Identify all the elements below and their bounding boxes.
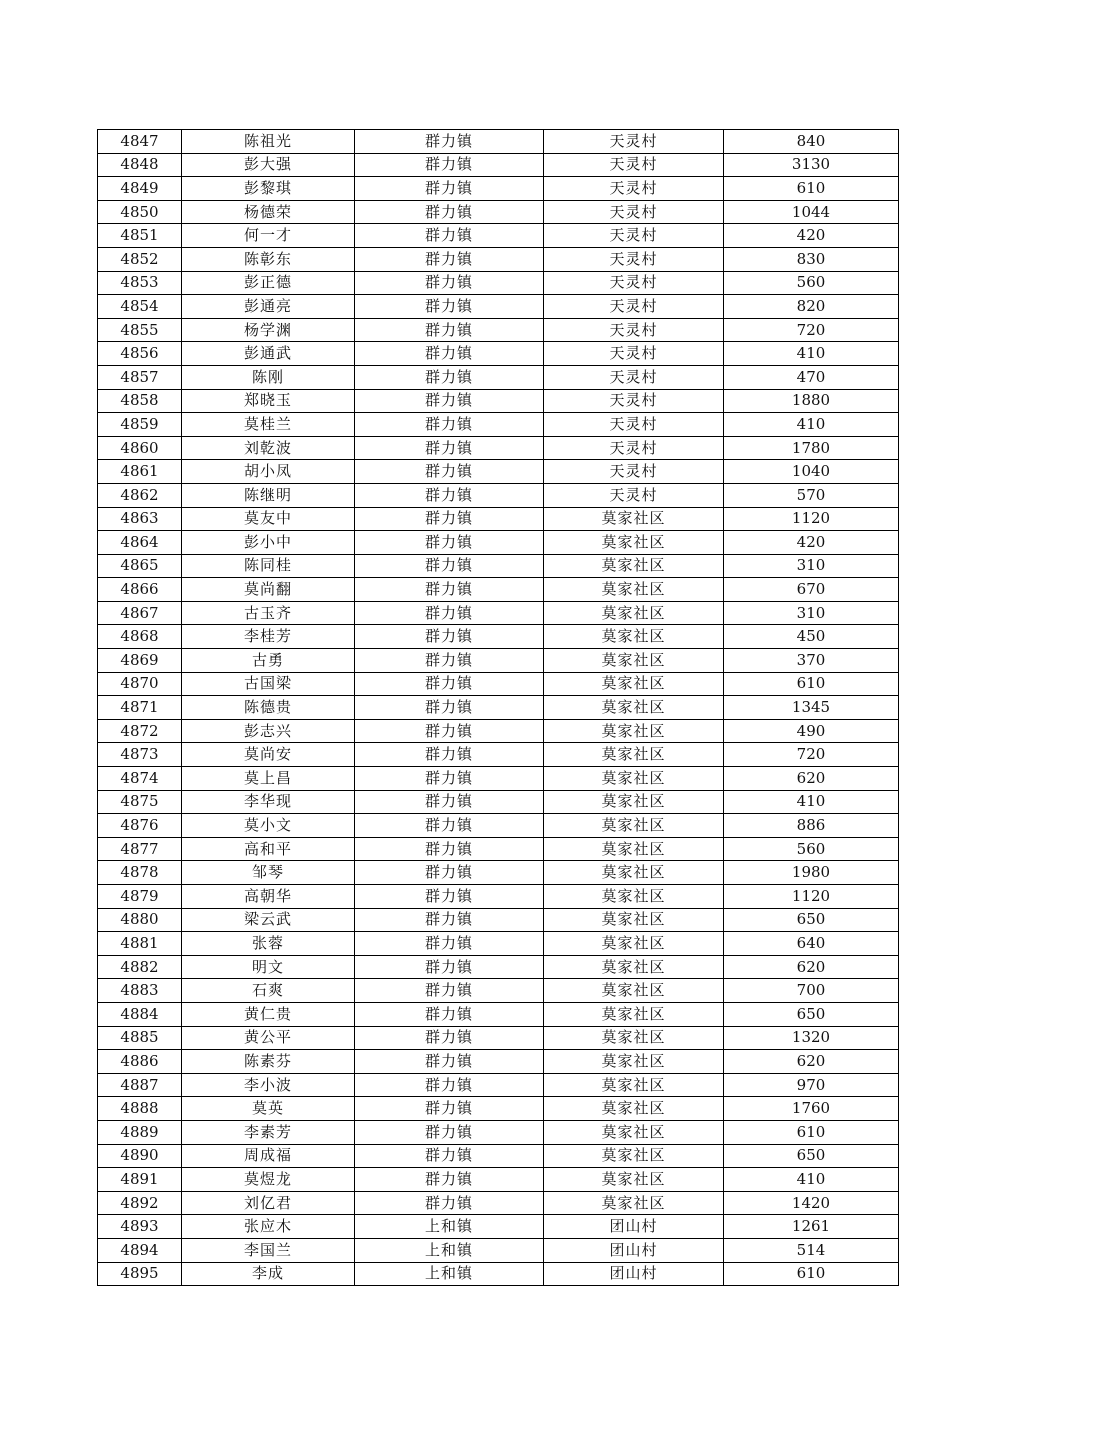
village-cell: 莫家社区 [544, 979, 724, 1003]
town-cell: 群力镇 [355, 1120, 544, 1144]
town-cell: 群力镇 [355, 413, 544, 437]
table-row [98, 365, 899, 389]
row-number-cell: 4885 [98, 1026, 182, 1050]
amount-cell: 1320 [724, 1026, 899, 1050]
village-cell: 莫家社区 [544, 1120, 724, 1144]
name-cell: 李华现 [182, 790, 355, 814]
town-cell: 群力镇 [355, 979, 544, 1003]
name-cell: 陈刚 [182, 365, 355, 389]
row-number-cell: 4870 [98, 672, 182, 696]
name-cell: 张蓉 [182, 932, 355, 956]
table-row [98, 1002, 899, 1026]
amount-cell: 650 [724, 1002, 899, 1026]
name-cell: 古勇 [182, 649, 355, 673]
village-cell: 团山村 [544, 1238, 724, 1262]
name-cell: 明文 [182, 955, 355, 979]
village-cell: 莫家社区 [544, 837, 724, 861]
town-cell: 上和镇 [355, 1215, 544, 1239]
name-cell: 黄仁贵 [182, 1002, 355, 1026]
row-number-cell: 4852 [98, 247, 182, 271]
table-row [98, 790, 899, 814]
row-number-cell: 4860 [98, 436, 182, 460]
amount-cell: 1120 [724, 885, 899, 909]
village-cell: 天灵村 [544, 318, 724, 342]
town-cell: 群力镇 [355, 719, 544, 743]
town-cell: 群力镇 [355, 932, 544, 956]
amount-cell: 700 [724, 979, 899, 1003]
name-cell: 莫英 [182, 1097, 355, 1121]
village-cell: 天灵村 [544, 295, 724, 319]
table-row [98, 672, 899, 696]
town-cell: 群力镇 [355, 177, 544, 201]
name-cell: 彭大强 [182, 153, 355, 177]
row-number-cell: 4883 [98, 979, 182, 1003]
amount-cell: 420 [724, 224, 899, 248]
table-row [98, 460, 899, 484]
name-cell: 周成福 [182, 1144, 355, 1168]
amount-cell: 560 [724, 271, 899, 295]
village-cell: 莫家社区 [544, 601, 724, 625]
name-cell: 邹琴 [182, 861, 355, 885]
name-cell: 陈彰东 [182, 247, 355, 271]
village-cell: 莫家社区 [544, 1144, 724, 1168]
town-cell: 上和镇 [355, 1238, 544, 1262]
row-number-cell: 4859 [98, 413, 182, 437]
village-cell: 莫家社区 [544, 578, 724, 602]
village-cell: 天灵村 [544, 365, 724, 389]
town-cell: 群力镇 [355, 483, 544, 507]
row-number-cell: 4875 [98, 790, 182, 814]
name-cell: 何一才 [182, 224, 355, 248]
amount-cell: 610 [724, 1120, 899, 1144]
town-cell: 群力镇 [355, 672, 544, 696]
row-number-cell: 4880 [98, 908, 182, 932]
table-row [98, 342, 899, 366]
amount-cell: 620 [724, 955, 899, 979]
row-number-cell: 4855 [98, 318, 182, 342]
amount-cell: 1345 [724, 696, 899, 720]
town-cell: 群力镇 [355, 1050, 544, 1074]
town-cell: 上和镇 [355, 1262, 544, 1286]
amount-cell: 560 [724, 837, 899, 861]
amount-cell: 3130 [724, 153, 899, 177]
table-row [98, 601, 899, 625]
village-cell: 天灵村 [544, 153, 724, 177]
village-cell: 团山村 [544, 1215, 724, 1239]
name-cell: 李小波 [182, 1073, 355, 1097]
name-cell: 胡小凤 [182, 460, 355, 484]
amount-cell: 840 [724, 130, 899, 154]
row-number-cell: 4869 [98, 649, 182, 673]
row-number-cell: 4847 [98, 130, 182, 154]
table-row [98, 224, 899, 248]
village-cell: 莫家社区 [544, 719, 724, 743]
amount-cell: 410 [724, 1168, 899, 1192]
name-cell: 高朝华 [182, 885, 355, 909]
town-cell: 群力镇 [355, 743, 544, 767]
table-row [98, 767, 899, 791]
row-number-cell: 4867 [98, 601, 182, 625]
amount-cell: 670 [724, 578, 899, 602]
name-cell: 李素芳 [182, 1120, 355, 1144]
name-cell: 彭通武 [182, 342, 355, 366]
table-row [98, 578, 899, 602]
town-cell: 群力镇 [355, 1097, 544, 1121]
name-cell: 郑晓玉 [182, 389, 355, 413]
table-row [98, 1168, 899, 1192]
village-cell: 天灵村 [544, 200, 724, 224]
row-number-cell: 4873 [98, 743, 182, 767]
name-cell: 莫煜龙 [182, 1168, 355, 1192]
amount-cell: 1420 [724, 1191, 899, 1215]
amount-cell: 1780 [724, 436, 899, 460]
name-cell: 黄公平 [182, 1026, 355, 1050]
village-cell: 莫家社区 [544, 861, 724, 885]
name-cell: 刘乾波 [182, 436, 355, 460]
name-cell: 莫尚安 [182, 743, 355, 767]
amount-cell: 610 [724, 1262, 899, 1286]
town-cell: 群力镇 [355, 767, 544, 791]
amount-cell: 450 [724, 625, 899, 649]
amount-cell: 410 [724, 342, 899, 366]
town-cell: 群力镇 [355, 342, 544, 366]
town-cell: 群力镇 [355, 1144, 544, 1168]
amount-cell: 640 [724, 932, 899, 956]
name-cell: 杨德荣 [182, 200, 355, 224]
name-cell: 彭通亮 [182, 295, 355, 319]
amount-cell: 1980 [724, 861, 899, 885]
row-number-cell: 4874 [98, 767, 182, 791]
table-row [98, 1238, 899, 1262]
village-cell: 莫家社区 [544, 672, 724, 696]
row-number-cell: 4865 [98, 554, 182, 578]
village-cell: 莫家社区 [544, 885, 724, 909]
row-number-cell: 4886 [98, 1050, 182, 1074]
data-table [97, 129, 899, 1286]
table-row [98, 1262, 899, 1286]
town-cell: 群力镇 [355, 790, 544, 814]
table-row [98, 885, 899, 909]
name-cell: 陈德贵 [182, 696, 355, 720]
name-cell: 莫小文 [182, 814, 355, 838]
amount-cell: 514 [724, 1238, 899, 1262]
name-cell: 莫友中 [182, 507, 355, 531]
village-cell: 莫家社区 [544, 908, 724, 932]
village-cell: 天灵村 [544, 177, 724, 201]
village-cell: 天灵村 [544, 130, 724, 154]
village-cell: 天灵村 [544, 389, 724, 413]
town-cell: 群力镇 [355, 554, 544, 578]
row-number-cell: 4893 [98, 1215, 182, 1239]
name-cell: 杨学渊 [182, 318, 355, 342]
table-body [98, 130, 899, 1286]
amount-cell: 1880 [724, 389, 899, 413]
name-cell: 陈祖光 [182, 130, 355, 154]
row-number-cell: 4879 [98, 885, 182, 909]
row-number-cell: 4881 [98, 932, 182, 956]
village-cell: 莫家社区 [544, 554, 724, 578]
table-row [98, 908, 899, 932]
town-cell: 群力镇 [355, 861, 544, 885]
name-cell: 陈素芬 [182, 1050, 355, 1074]
name-cell: 李成 [182, 1262, 355, 1286]
table-row [98, 130, 899, 154]
village-cell: 天灵村 [544, 460, 724, 484]
row-number-cell: 4868 [98, 625, 182, 649]
amount-cell: 1261 [724, 1215, 899, 1239]
village-cell: 莫家社区 [544, 625, 724, 649]
table-row [98, 1026, 899, 1050]
row-number-cell: 4851 [98, 224, 182, 248]
village-cell: 莫家社区 [544, 932, 724, 956]
table-row [98, 743, 899, 767]
table-row [98, 436, 899, 460]
row-number-cell: 4877 [98, 837, 182, 861]
village-cell: 天灵村 [544, 342, 724, 366]
town-cell: 群力镇 [355, 247, 544, 271]
row-number-cell: 4895 [98, 1262, 182, 1286]
amount-cell: 310 [724, 554, 899, 578]
town-cell: 群力镇 [355, 1073, 544, 1097]
row-number-cell: 4878 [98, 861, 182, 885]
amount-cell: 1040 [724, 460, 899, 484]
amount-cell: 420 [724, 531, 899, 555]
village-cell: 莫家社区 [544, 649, 724, 673]
table-row [98, 177, 899, 201]
table-row [98, 955, 899, 979]
town-cell: 群力镇 [355, 271, 544, 295]
town-cell: 群力镇 [355, 295, 544, 319]
village-cell: 莫家社区 [544, 814, 724, 838]
village-cell: 团山村 [544, 1262, 724, 1286]
village-cell: 莫家社区 [544, 1026, 724, 1050]
name-cell: 彭小中 [182, 531, 355, 555]
table-row [98, 1050, 899, 1074]
name-cell: 陈继明 [182, 483, 355, 507]
town-cell: 群力镇 [355, 837, 544, 861]
table-row [98, 247, 899, 271]
amount-cell: 470 [724, 365, 899, 389]
table-row [98, 1097, 899, 1121]
town-cell: 群力镇 [355, 200, 544, 224]
village-cell: 莫家社区 [544, 743, 724, 767]
village-cell: 天灵村 [544, 224, 724, 248]
table-row [98, 507, 899, 531]
row-number-cell: 4876 [98, 814, 182, 838]
name-cell: 李桂芳 [182, 625, 355, 649]
table-row [98, 649, 899, 673]
row-number-cell: 4853 [98, 271, 182, 295]
row-number-cell: 4884 [98, 1002, 182, 1026]
row-number-cell: 4861 [98, 460, 182, 484]
table-row [98, 719, 899, 743]
village-cell: 天灵村 [544, 247, 724, 271]
amount-cell: 610 [724, 672, 899, 696]
table-row [98, 1144, 899, 1168]
village-cell: 莫家社区 [544, 1097, 724, 1121]
amount-cell: 1760 [724, 1097, 899, 1121]
amount-cell: 370 [724, 649, 899, 673]
town-cell: 群力镇 [355, 908, 544, 932]
amount-cell: 970 [724, 1073, 899, 1097]
amount-cell: 610 [724, 177, 899, 201]
row-number-cell: 4871 [98, 696, 182, 720]
row-number-cell: 4888 [98, 1097, 182, 1121]
town-cell: 群力镇 [355, 531, 544, 555]
name-cell: 梁云武 [182, 908, 355, 932]
table-row [98, 1215, 899, 1239]
row-number-cell: 4866 [98, 578, 182, 602]
table-row [98, 625, 899, 649]
table-row [98, 861, 899, 885]
amount-cell: 720 [724, 318, 899, 342]
name-cell: 莫上昌 [182, 767, 355, 791]
town-cell: 群力镇 [355, 153, 544, 177]
amount-cell: 720 [724, 743, 899, 767]
village-cell: 莫家社区 [544, 507, 724, 531]
village-cell: 莫家社区 [544, 531, 724, 555]
town-cell: 群力镇 [355, 436, 544, 460]
row-number-cell: 4856 [98, 342, 182, 366]
village-cell: 天灵村 [544, 483, 724, 507]
town-cell: 群力镇 [355, 318, 544, 342]
amount-cell: 820 [724, 295, 899, 319]
table-row [98, 814, 899, 838]
town-cell: 群力镇 [355, 1026, 544, 1050]
table-row [98, 1191, 899, 1215]
town-cell: 群力镇 [355, 955, 544, 979]
row-number-cell: 4892 [98, 1191, 182, 1215]
row-number-cell: 4854 [98, 295, 182, 319]
amount-cell: 1044 [724, 200, 899, 224]
amount-cell: 410 [724, 413, 899, 437]
amount-cell: 490 [724, 719, 899, 743]
row-number-cell: 4894 [98, 1238, 182, 1262]
table-row [98, 483, 899, 507]
village-cell: 天灵村 [544, 271, 724, 295]
town-cell: 群力镇 [355, 460, 544, 484]
village-cell: 天灵村 [544, 413, 724, 437]
town-cell: 群力镇 [355, 507, 544, 531]
amount-cell: 650 [724, 908, 899, 932]
row-number-cell: 4882 [98, 955, 182, 979]
town-cell: 群力镇 [355, 1191, 544, 1215]
village-cell: 莫家社区 [544, 1073, 724, 1097]
name-cell: 古国梁 [182, 672, 355, 696]
name-cell: 莫尚翻 [182, 578, 355, 602]
town-cell: 群力镇 [355, 389, 544, 413]
village-cell: 天灵村 [544, 436, 724, 460]
amount-cell: 410 [724, 790, 899, 814]
table-row [98, 271, 899, 295]
table-row [98, 696, 899, 720]
table-row [98, 413, 899, 437]
town-cell: 群力镇 [355, 625, 544, 649]
name-cell: 彭黎琪 [182, 177, 355, 201]
town-cell: 群力镇 [355, 365, 544, 389]
row-number-cell: 4889 [98, 1120, 182, 1144]
name-cell: 彭志兴 [182, 719, 355, 743]
village-cell: 莫家社区 [544, 767, 724, 791]
table-row [98, 979, 899, 1003]
name-cell: 彭正德 [182, 271, 355, 295]
town-cell: 群力镇 [355, 1002, 544, 1026]
table-row [98, 153, 899, 177]
town-cell: 群力镇 [355, 601, 544, 625]
name-cell: 莫桂兰 [182, 413, 355, 437]
name-cell: 陈同桂 [182, 554, 355, 578]
table-row [98, 554, 899, 578]
town-cell: 群力镇 [355, 649, 544, 673]
amount-cell: 620 [724, 767, 899, 791]
village-cell: 莫家社区 [544, 1002, 724, 1026]
town-cell: 群力镇 [355, 885, 544, 909]
town-cell: 群力镇 [355, 130, 544, 154]
amount-cell: 620 [724, 1050, 899, 1074]
amount-cell: 650 [724, 1144, 899, 1168]
village-cell: 莫家社区 [544, 1050, 724, 1074]
name-cell: 李国兰 [182, 1238, 355, 1262]
name-cell: 刘亿君 [182, 1191, 355, 1215]
town-cell: 群力镇 [355, 578, 544, 602]
town-cell: 群力镇 [355, 224, 544, 248]
row-number-cell: 4850 [98, 200, 182, 224]
row-number-cell: 4857 [98, 365, 182, 389]
name-cell: 古玉齐 [182, 601, 355, 625]
village-cell: 莫家社区 [544, 1191, 724, 1215]
row-number-cell: 4862 [98, 483, 182, 507]
village-cell: 莫家社区 [544, 790, 724, 814]
amount-cell: 310 [724, 601, 899, 625]
row-number-cell: 4864 [98, 531, 182, 555]
village-cell: 莫家社区 [544, 696, 724, 720]
row-number-cell: 4890 [98, 1144, 182, 1168]
amount-cell: 830 [724, 247, 899, 271]
name-cell: 张应木 [182, 1215, 355, 1239]
table-row [98, 295, 899, 319]
row-number-cell: 4863 [98, 507, 182, 531]
town-cell: 群力镇 [355, 1168, 544, 1192]
row-number-cell: 4848 [98, 153, 182, 177]
table-row [98, 318, 899, 342]
row-number-cell: 4887 [98, 1073, 182, 1097]
table-row [98, 200, 899, 224]
row-number-cell: 4872 [98, 719, 182, 743]
amount-cell: 1120 [724, 507, 899, 531]
amount-cell: 570 [724, 483, 899, 507]
table-row [98, 389, 899, 413]
row-number-cell: 4858 [98, 389, 182, 413]
table-row [98, 1120, 899, 1144]
name-cell: 高和平 [182, 837, 355, 861]
amount-cell: 886 [724, 814, 899, 838]
table-row [98, 531, 899, 555]
town-cell: 群力镇 [355, 814, 544, 838]
name-cell: 石爽 [182, 979, 355, 1003]
table-row [98, 1073, 899, 1097]
table-row [98, 932, 899, 956]
row-number-cell: 4849 [98, 177, 182, 201]
row-number-cell: 4891 [98, 1168, 182, 1192]
village-cell: 莫家社区 [544, 955, 724, 979]
table-row [98, 837, 899, 861]
village-cell: 莫家社区 [544, 1168, 724, 1192]
town-cell: 群力镇 [355, 696, 544, 720]
